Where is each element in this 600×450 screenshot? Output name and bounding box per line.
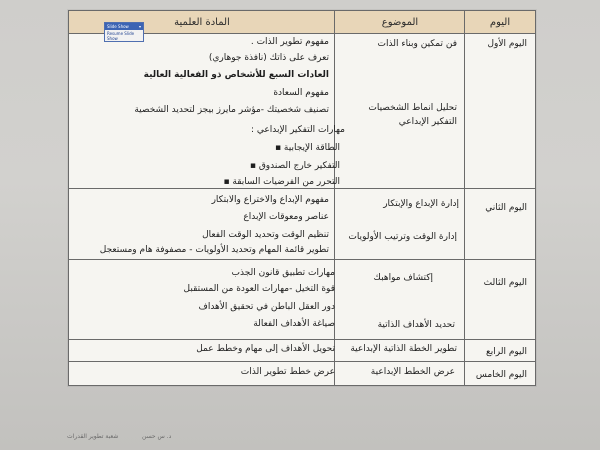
day1-label: اليوم الأول: [487, 39, 527, 49]
day4-topic: تطوير الخطة الذاتية الإبداعية: [350, 344, 457, 354]
day3-material-1: مهارات تطبيق قانون الجذب: [231, 268, 335, 278]
day1-topic-b: تحليل انماط الشخصيات: [368, 103, 457, 113]
column-divider-day: [464, 11, 465, 385]
day1-topic-a: فن تمكين وبناء الذات: [377, 39, 457, 49]
row-divider: [69, 361, 535, 362]
footer-department: شعبة تطوير القدرات: [67, 433, 119, 440]
day1-material-1: مفهوم تطوير الذات .: [250, 37, 329, 47]
day2-topic-a: إدارة الإبداع والإبتكار: [383, 199, 459, 209]
day1-material-4: مفهوم السعادة: [273, 88, 329, 98]
slideshow-title: Slide Show: [107, 24, 129, 29]
day3-label: اليوم الثالث: [483, 278, 527, 288]
header-day: اليوم: [465, 11, 535, 34]
footer-presenter: د. س حسن: [142, 433, 172, 440]
row-divider: [69, 339, 535, 340]
resume-slideshow-item[interactable]: Resume Slide Show: [107, 31, 135, 41]
day2-material-4: تطوير قائمة المهام وتحديد الأولويات - مصفوفة هام ومستعجل: [99, 245, 329, 255]
row-divider: [69, 259, 535, 260]
header-topic: الموضوع: [335, 11, 465, 34]
day2-material-2: عناصر ومعوقات الإبداع: [243, 212, 329, 222]
training-schedule-table: [68, 10, 536, 386]
day2-label: اليوم الثاني: [485, 203, 527, 213]
slideshow-titlebar[interactable]: [105, 23, 143, 30]
day5-material-1: عرض خطط تطوير الذات: [240, 367, 335, 377]
day1-material-3: العادات السبع للأشخاص ذو الفعالية العالية: [143, 70, 329, 80]
day1-material-6: مهارات التفكير الإبداعي :: [250, 125, 345, 135]
header-material: المادة العلمية: [69, 11, 335, 34]
day3-material-4: صياغة الأهداف الفعالة: [253, 319, 335, 329]
dropdown-icon[interactable]: ▾: [138, 24, 141, 29]
day2-topic-b: إدارة الوقت وترتيب الأولويات: [348, 232, 457, 242]
row-divider: [69, 188, 535, 189]
day1-material-5: تصنيف شخصيتك -مؤشر مايرز بيجز لتحديد الشخصية: [134, 105, 329, 115]
day2-material-3: تنظيم الوقت وتحديد الوقت الفعال: [202, 230, 329, 240]
day3-topic-b: تحديد الأهداف الذاتية: [377, 320, 455, 330]
day1-material-9: التحرر من الفرضيات السابقة ▪: [223, 177, 340, 187]
day1-material-7: الطاقة الإيجابية ▪: [275, 143, 340, 153]
day1-material-8: التفكير خارج الصندوق ▪: [250, 161, 340, 171]
day4-label: اليوم الرابع: [485, 347, 527, 357]
day1-topic-c: التفكير الإبداعي: [398, 117, 457, 127]
day3-topic-a: إكتشاف مواهبك: [373, 273, 433, 283]
slideshow-popup[interactable]: [104, 22, 144, 42]
day1-material-2: تعرف على ذاتك (نافذة جوهاري): [208, 53, 329, 63]
day3-material-2: قوة التخيل -مهارات العودة من المستقبل: [183, 284, 335, 294]
day4-material-1: تحويل الأهداف إلى مهام وخطط عمل: [196, 344, 335, 354]
day3-material-3: دور العقل الباطن في تحقيق الأهداف: [198, 302, 335, 312]
day5-topic: عرض الخطط الإبداعية: [370, 367, 455, 377]
day2-material-1: مفهوم الإبداع والاختراع والابتكار: [211, 195, 329, 205]
day5-label: اليوم الخامس: [475, 370, 527, 380]
